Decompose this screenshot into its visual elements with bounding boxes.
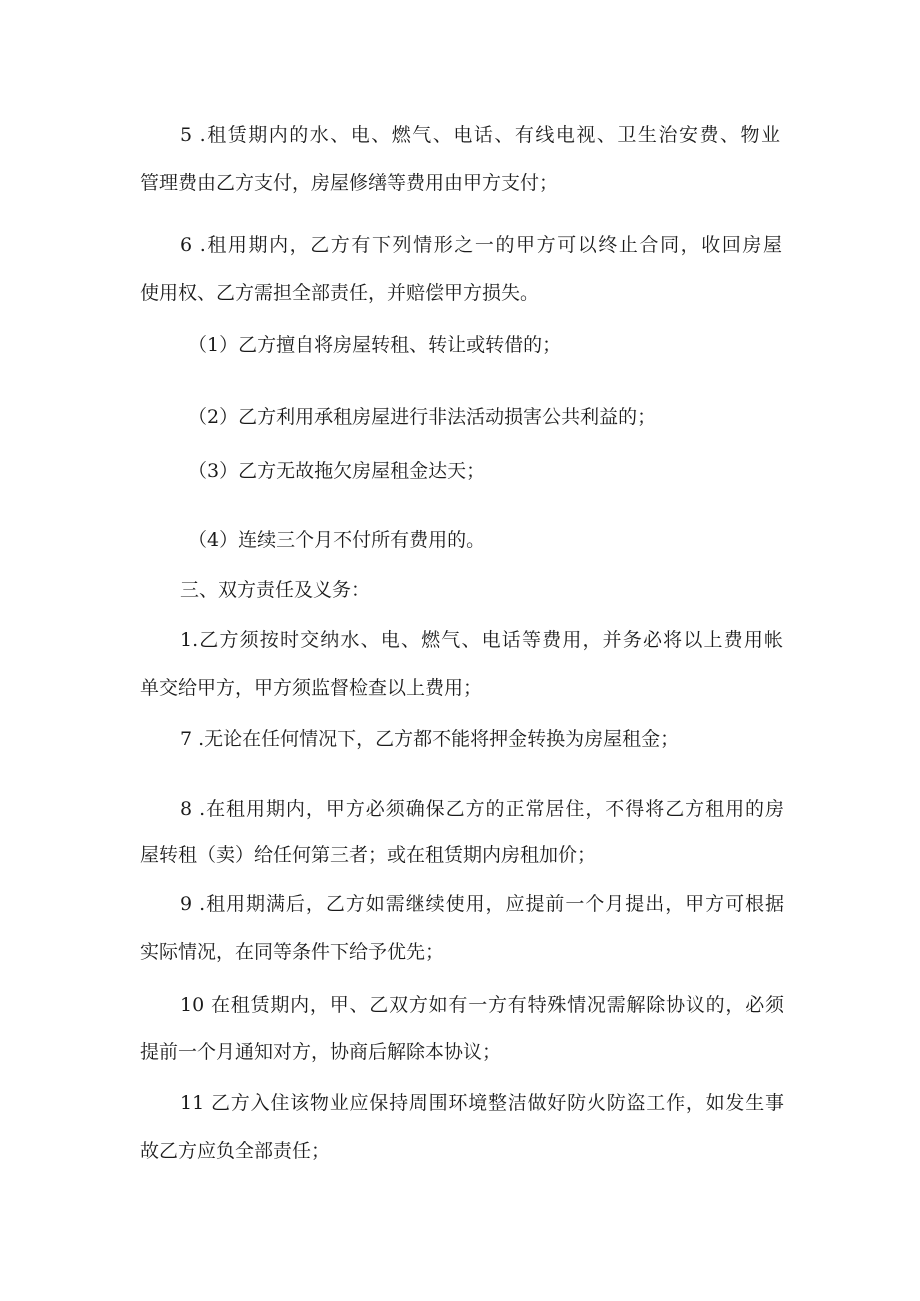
clause-11-line-1: 11 乙方入住该物业应保持周围环境整洁做好防火防盗工作，如发生事 <box>180 1092 784 1114</box>
item-4: （4）连续三个月不付所有费用的。 <box>188 529 486 551</box>
item-3: （3）乙方无故拖欠房屋租金达天； <box>188 460 486 482</box>
clause-6-line-1: 6 .租用期内，乙方有下列情形之一的甲方可以终止合同，收回房屋 <box>180 234 782 256</box>
clause-6-line-2: 使用权、乙方需担全部责任，并赔偿甲方损失。 <box>140 282 540 304</box>
clause-9-line-1: 9 .租用期满后，乙方如需继续使用，应提前一个月提出，甲方可根据 <box>180 893 784 915</box>
clause-5-line-2: 管理费由乙方支付，房屋修缮等费用由甲方支付； <box>140 172 559 194</box>
item-1: （1）乙方擅自将房屋转租、转让或转借的； <box>188 334 562 356</box>
clause-10-line-1: 10 在租赁期内，甲、乙双方如有一方有特殊情况需解除协议的，必须 <box>180 994 784 1016</box>
clause-5-line-1: 5 .租赁期内的水、电、燃气、电话、有线电视、卫生治安费、物业 <box>180 124 780 146</box>
clause-10-line-2: 提前一个月通知对方，协商后解除本协议； <box>140 1041 502 1063</box>
clause-8-line-1: 8 .在租用期内，甲方必须确保乙方的正常居住，不得将乙方租用的房 <box>180 798 784 820</box>
item-2: （2）乙方利用承租房屋进行非法活动损害公共利益的； <box>188 406 657 428</box>
clause-9-line-2: 实际情况，在同等条件下给予优先； <box>140 941 445 963</box>
clause-11-line-2: 故乙方应负全部责任； <box>140 1140 331 1162</box>
clause-8-line-2: 屋转租（卖）给任何第三者；或在租赁期内房租加价； <box>140 844 597 866</box>
section-3-heading: 三、双方责任及义务： <box>180 579 371 601</box>
clause-7: 7 .无论在任何情况下，乙方都不能将押金转换为房屋租金； <box>180 728 680 750</box>
duty-1-line-2: 单交给甲方，甲方须监督检查以上费用； <box>140 677 483 699</box>
duty-1-line-1: 1.乙方须按时交纳水、电、燃气、电话等费用，并务必将以上费用帐 <box>180 629 783 651</box>
